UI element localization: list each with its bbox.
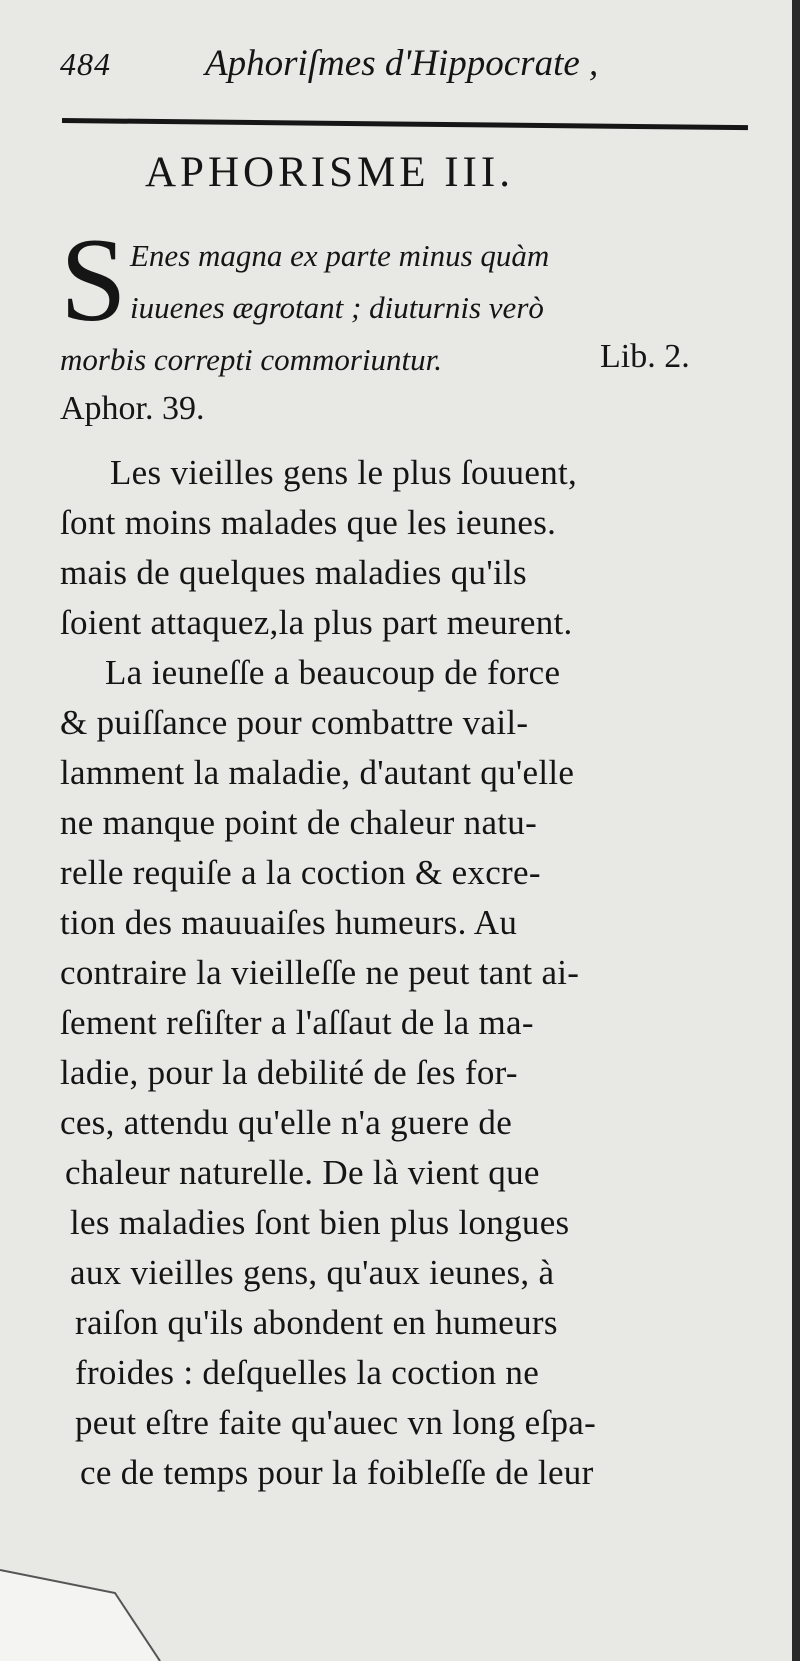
latin-line: morbis correpti commoriuntur. [60,342,443,377]
header-rule [62,118,748,130]
body-line: relle requiſe a la coction & excre- [60,853,541,892]
page-corner-outline [0,1545,170,1661]
body-line: raiſon qu'ils abondent en humeurs [75,1303,558,1342]
body-line: ſont moins malades que les ieunes. [60,503,557,542]
latin-line: Enes magna ex parte minus quàm [130,238,550,273]
drop-cap: S [60,213,127,346]
body-line: ces, attendu qu'elle n'a guere de [60,1103,513,1142]
body-line: Les vieilles gens le plus ſouuent, [110,453,578,492]
body-line: aux vieilles gens, qu'aux ieunes, à [70,1253,555,1292]
page-edge-shadow [792,0,800,1661]
body-line: & puiſſance pour combattre vail- [60,703,529,742]
body-line: lamment la maladie, d'autant qu'elle [60,753,575,792]
latin-line: Aphor. 39. [60,390,205,427]
aphorism-heading: APHORISME III. [145,149,514,196]
page-number: 484 [60,46,111,82]
latin-line: iuuenes ægrotant ; diuturnis verò [130,290,544,325]
running-head: Aphoriſmes d'Hippocrate , [205,43,599,84]
latin-reference: Lib. 2. [600,338,690,375]
body-line: ce de temps pour la foibleſſe de leur [80,1453,594,1492]
body-line: La ieuneſſe a beaucoup de force [105,653,561,692]
body-line: mais de quelques maladies qu'ils [60,553,527,592]
body-line: ſoient attaquez,la plus part meurent. [60,603,573,642]
body-line: ſement reſiſter a l'aſſaut de la ma- [60,1003,534,1042]
body-line: ne manque point de chaleur natu- [60,803,538,842]
body-line: tion des mauuaiſes humeurs. Au [60,903,518,942]
body-line: peut eſtre faite qu'auec vn long eſpa- [75,1403,597,1442]
body-line: chaleur naturelle. De là vient que [65,1153,540,1192]
body-line: les maladies ſont bien plus longues [70,1203,570,1242]
body-line: contraire la vieilleſſe ne peut tant ai- [60,953,580,992]
body-line: ladie, pour la debilité de ſes for- [60,1053,518,1092]
body-line: froides : deſquelles la coction ne [75,1353,540,1392]
page-header [60,40,740,100]
